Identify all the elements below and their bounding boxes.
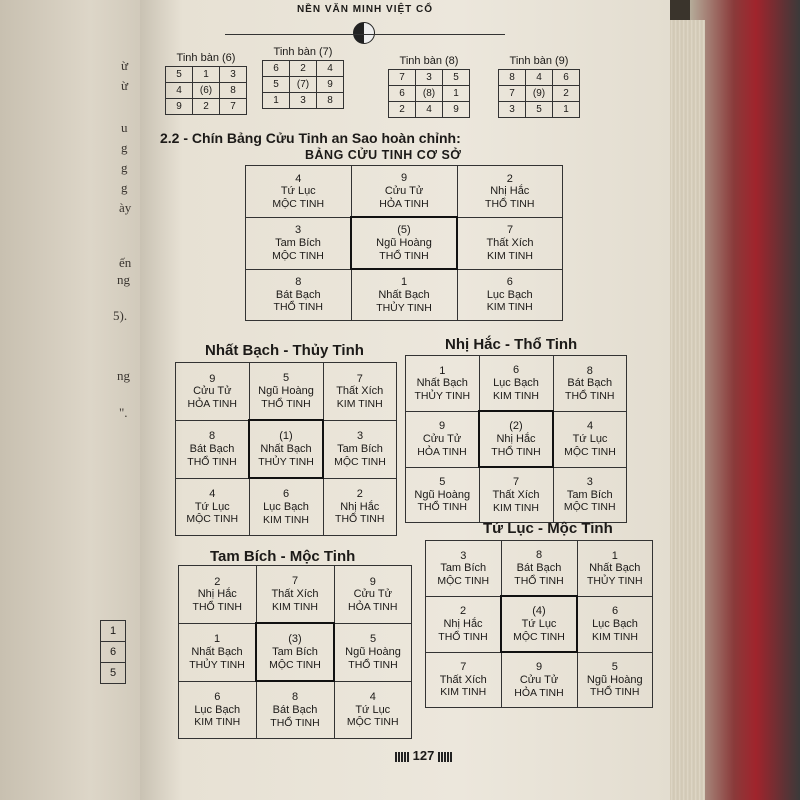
cell-elem: MỘC TINH: [563, 501, 616, 514]
cell-name: Nhất Bạch: [416, 377, 468, 390]
left-page: [0, 0, 140, 800]
cell-elem: THỔ TINH: [273, 301, 323, 314]
cell-num: 6: [506, 276, 513, 289]
mini-table-caption: Tinh bàn (9): [509, 55, 569, 67]
cell-elem: MỘC TINH: [346, 716, 399, 729]
mini-cell: 3: [290, 93, 317, 109]
cell-elem: THỦY TINH: [258, 455, 314, 468]
left-page-fragment: ến: [119, 255, 132, 270]
cell-num: 3: [460, 549, 467, 562]
cell-num: 4: [209, 488, 216, 501]
cell-num: 1: [611, 549, 618, 562]
cell-elem: THỔ TINH: [417, 501, 467, 514]
cell-elem: THỔ TINH: [485, 197, 535, 210]
mini-cell: 7: [499, 86, 526, 102]
mini-cell: 4: [416, 102, 443, 118]
cell-elem: KIM TINH: [592, 630, 638, 643]
cell-num: 5: [439, 476, 446, 489]
running-head: [225, 4, 505, 38]
page-number-text: 127: [412, 748, 435, 763]
cell-num: 7: [460, 661, 467, 674]
mini-cell: 6: [389, 86, 416, 102]
mini-cell: 9: [166, 99, 193, 115]
cell-name: Thất Xích: [492, 488, 540, 501]
grid-cell: [179, 623, 257, 681]
grid-cell: [249, 478, 323, 536]
cell-elem: MỘC TINH: [513, 630, 565, 643]
cell-num: 2: [459, 605, 467, 618]
cell-num: 9: [438, 420, 446, 433]
mini-cell: 8: [499, 70, 526, 86]
cell-elem: MỘC TINH: [564, 445, 616, 458]
cell-num: 7: [512, 476, 520, 489]
mini-cell: 2: [553, 86, 580, 102]
left-page-fragment: ày: [119, 200, 132, 215]
cell-elem: THỔ TINH: [438, 630, 488, 643]
grid-cell: [553, 356, 627, 412]
grid-cell: [406, 356, 480, 412]
cell-num: 1: [213, 633, 221, 646]
base-star-grid: [245, 165, 563, 321]
cell-elem: MỘC TINH: [269, 658, 321, 671]
left-page-table: [100, 620, 126, 684]
grid-cell: [246, 217, 352, 269]
star-grid-nhat-bach: [175, 362, 397, 536]
cell-name: Thất Xích: [486, 236, 534, 249]
cell-num: 8: [291, 691, 299, 704]
star-grid-tam-bich: [178, 565, 412, 739]
cell-elem: MỘC TINH: [272, 249, 324, 262]
cell-elem: THỦY TINH: [376, 301, 432, 314]
grid-cell: [334, 623, 412, 681]
cell-num: 2: [506, 172, 513, 185]
cell-num: (2): [509, 420, 523, 433]
cell-elem: KIM TINH: [194, 716, 241, 729]
cell-name: Cửu Tử: [519, 673, 559, 686]
cell-elem: THỔ TINH: [514, 574, 564, 587]
mini-cell: (9): [526, 86, 553, 102]
left-table-cell: 5: [101, 663, 126, 684]
cell-num: 9: [535, 661, 543, 674]
cell-name: Tứ Lục: [355, 703, 391, 716]
cell-elem: HỎA TINH: [417, 445, 467, 458]
mini-cell: (6): [193, 83, 220, 99]
grid-cell: [577, 652, 653, 708]
cell-elem: KIM TINH: [440, 686, 487, 699]
cell-elem: KIM TINH: [493, 501, 539, 514]
cell-elem: THỔ TINH: [270, 716, 320, 729]
mini-table-caption: Tinh bàn (7): [273, 46, 333, 58]
mini-cell: 4: [317, 61, 344, 77]
mini-cell: 7: [220, 99, 247, 115]
yin-yang-icon: [353, 22, 375, 44]
star-grid-tu-luc: [425, 540, 653, 708]
cell-elem: KIM TINH: [336, 397, 383, 410]
cell-num: 5: [282, 372, 290, 385]
cell-name: Nhất Bạch: [378, 288, 430, 301]
cell-name: Ngũ Hoàng: [376, 236, 432, 249]
grid-title: Tứ Lục - Mộc Tinh: [483, 520, 613, 537]
cell-name: Bát Bạch: [275, 288, 321, 301]
left-page-fragment: ng: [117, 368, 130, 383]
mini-cell: 5: [526, 102, 553, 118]
mini-cell: 4: [166, 83, 193, 99]
cell-elem: THỦY TINH: [189, 658, 245, 671]
mini-cell: 4: [526, 70, 553, 86]
cell-name: Nhất Bạch: [589, 562, 641, 575]
cell-elem: THỦY TINH: [414, 389, 471, 402]
mini-cell: 2: [389, 102, 416, 118]
mini-table-caption: Tinh bàn (6): [176, 52, 236, 64]
grid-cell: [179, 681, 257, 739]
grid-cell: [246, 166, 352, 218]
grid-cell: [501, 596, 577, 652]
mini-cell: 6: [263, 61, 290, 77]
mini-cell: 9: [317, 77, 344, 93]
grid-cell: [426, 541, 502, 597]
grid-cell: [334, 681, 412, 739]
cell-num: (4): [532, 605, 546, 618]
grid-cell: [501, 652, 577, 708]
grid-cell: [179, 566, 257, 624]
cell-elem: HỎA TINH: [514, 686, 564, 699]
grid-cell: [176, 478, 250, 536]
mini-cell: (7): [290, 77, 317, 93]
cell-name: Ngũ Hoàng: [258, 384, 314, 397]
cell-elem: THỦY TINH: [586, 574, 643, 587]
star-grid-nhi-hac: [405, 355, 627, 523]
cell-num: 4: [295, 172, 302, 185]
ornament-icon: [395, 752, 409, 762]
cell-num: 3: [356, 430, 364, 443]
cell-elem: MỘC TINH: [272, 197, 325, 210]
mini-table-6: [165, 52, 247, 115]
cell-name: Thất Xích: [439, 673, 487, 686]
grid-cell: [256, 566, 334, 624]
grid-cell: [351, 166, 457, 218]
cell-elem: THỔ TINH: [491, 445, 541, 458]
left-page-fragment: u: [121, 120, 128, 135]
cell-num: 4: [369, 691, 376, 704]
cell-elem: THỔ TINH: [379, 249, 429, 262]
mini-table-grid: [262, 60, 344, 109]
grid-cell: [256, 623, 334, 681]
mini-table-caption: Tinh bàn (8): [399, 55, 459, 67]
cell-num: 7: [291, 575, 299, 588]
cell-name: Nhị Hắc: [197, 588, 237, 601]
cell-elem: KIM TINH: [263, 513, 309, 526]
mini-cell: 1: [193, 67, 220, 83]
cell-name: Nhị Hắc: [443, 617, 483, 630]
grid-cell: [176, 420, 250, 478]
cell-name: Nhất Bạch: [191, 645, 243, 658]
cell-name: Lục Bạch: [592, 617, 638, 630]
cell-num: 9: [369, 575, 376, 588]
cell-elem: THỔ TINH: [565, 389, 615, 402]
cell-num: 8: [535, 549, 543, 562]
cell-num: 4: [586, 420, 594, 433]
cell-elem: THỔ TINH: [590, 686, 640, 699]
cell-elem: THỔ TINH: [335, 513, 385, 526]
mini-cell: (8): [416, 86, 443, 102]
left-table-cell: 1: [101, 621, 126, 642]
cell-name: Tứ Lục: [280, 185, 316, 198]
cell-num: 6: [282, 488, 290, 501]
mini-cell: 3: [499, 102, 526, 118]
mini-cell: 7: [389, 70, 416, 86]
cell-name: Cửu Tử: [422, 432, 462, 445]
grid-cell: [351, 269, 457, 321]
mini-table-grid: [165, 66, 247, 115]
cell-num: 6: [512, 364, 520, 377]
mini-cell: 1: [553, 102, 580, 118]
cell-elem: HỎA TINH: [348, 600, 398, 613]
mini-table-8: [388, 55, 470, 118]
left-page-fragment: g: [121, 160, 128, 175]
left-page-fragment: ừ: [121, 78, 129, 93]
cell-elem: THỔ TINH: [261, 397, 311, 410]
cell-num: 5: [611, 661, 618, 674]
cell-name: Cửu Tử: [193, 385, 232, 398]
cell-name: Tam Bích: [566, 488, 613, 501]
cell-name: Cửu Tử: [384, 184, 424, 197]
grid-cell: [406, 411, 480, 467]
cell-name: Tam Bích: [440, 562, 487, 575]
grid-cell: [479, 411, 553, 467]
running-title: NỀN VĂN MINH VIỆT CỔ: [296, 4, 434, 15]
cell-name: Tam Bích: [275, 236, 321, 249]
cell-name: Ngũ Hoàng: [586, 673, 643, 686]
page-number: [395, 748, 452, 763]
grid-cell: [553, 411, 627, 467]
mini-cell: 6: [553, 70, 580, 86]
header-rule: [225, 34, 505, 35]
cell-name: Tứ Lục: [572, 432, 608, 445]
cell-elem: THỔ TINH: [348, 658, 398, 671]
cell-name: Ngũ Hoàng: [414, 488, 471, 501]
cell-name: Bát Bạch: [516, 561, 562, 574]
grid-cell: [553, 467, 627, 523]
cell-elem: MỘC TINH: [437, 574, 490, 587]
mini-cell: 1: [263, 93, 290, 109]
mini-cell: 9: [443, 102, 470, 118]
mini-cell: 8: [317, 93, 344, 109]
cell-num: (5): [397, 224, 411, 237]
cell-num: 8: [208, 430, 216, 443]
mini-cell: 1: [443, 86, 470, 102]
mini-cell: 2: [290, 61, 317, 77]
grid-title: Nhị Hắc - Thổ Tinh: [445, 336, 578, 353]
left-page-fragment: ".: [119, 405, 128, 420]
cell-name: Lục Bạch: [263, 500, 309, 513]
cell-num: 2: [356, 488, 363, 501]
grid-cell: [457, 269, 563, 321]
mini-table-grid: [498, 69, 580, 118]
grid-cell: [501, 541, 577, 597]
left-page-fragment: g: [121, 140, 128, 155]
grid-title: Tam Bích - Mộc Tinh: [210, 548, 356, 565]
cell-num: 1: [400, 276, 408, 289]
mini-table-9: [498, 55, 580, 118]
cell-name: Nhị Hắc: [490, 185, 530, 198]
grid-cell: [246, 269, 352, 321]
grid-cell: [426, 596, 502, 652]
cell-name: Nhị Hắc: [496, 432, 536, 445]
cell-name: Thất Xích: [271, 587, 319, 600]
left-page-fragment: ng: [117, 272, 130, 287]
cell-name: Tam Bích: [272, 645, 318, 658]
cell-num: (3): [288, 633, 302, 646]
cell-num: 5: [369, 633, 377, 646]
mini-cell: 5: [263, 77, 290, 93]
cell-elem: THỔ TINH: [187, 455, 237, 468]
grid-cell: [249, 363, 323, 421]
cell-num: 9: [209, 372, 216, 385]
grid-cell: [479, 356, 553, 412]
grid-cell: [323, 420, 397, 478]
cell-name: Nhị Hắc: [340, 500, 380, 513]
base-table-title: BẢNG CỬU TINH CƠ SỞ: [305, 148, 462, 162]
cell-num: 2: [214, 575, 221, 588]
grid-cell: [351, 217, 457, 269]
cell-elem: THỔ TINH: [192, 600, 242, 613]
cell-name: Tam Bích: [337, 442, 383, 455]
grid-title: Nhất Bạch - Thủy Tinh: [205, 342, 364, 359]
cell-name: Lục Bạch: [486, 288, 533, 301]
left-page-fragment: g: [121, 180, 128, 195]
grid-cell: [426, 652, 502, 708]
grid-cell: [577, 596, 653, 652]
cell-name: Bát Bạch: [567, 377, 613, 390]
cell-num: 3: [586, 476, 593, 489]
grid-cell: [249, 420, 323, 478]
cell-elem: MỘC TINH: [334, 455, 386, 468]
left-table-cell: 6: [101, 642, 126, 663]
cell-num: 7: [506, 224, 514, 237]
cell-name: Lục Bạch: [493, 376, 539, 389]
left-page-fragment: ừ: [121, 58, 129, 73]
cell-name: Bát Bạch: [272, 703, 318, 716]
section-heading: 2.2 - Chín Bảng Cửu Tinh an Sao hoàn chỉnh:: [160, 130, 461, 146]
grid-cell: [256, 681, 334, 739]
cell-num: 7: [356, 372, 363, 385]
cell-elem: HỎA TINH: [187, 397, 237, 410]
cell-num: 8: [295, 276, 302, 289]
cell-elem: MỘC TINH: [186, 513, 239, 526]
cell-name: Tứ Lục: [521, 617, 557, 630]
cell-num: 1: [439, 364, 446, 377]
left-page-fragment: 5).: [113, 308, 128, 323]
cell-name: Nhất Bạch: [260, 442, 312, 455]
cell-num: (1): [279, 430, 293, 443]
cell-elem: KIM TINH: [487, 249, 533, 262]
cell-name: Bát Bạch: [189, 442, 235, 455]
cell-name: Thất Xích: [336, 385, 384, 398]
cell-name: Ngũ Hoàng: [345, 645, 401, 658]
mini-cell: 8: [220, 83, 247, 99]
cell-num: 6: [611, 605, 619, 618]
cell-num: 9: [400, 172, 408, 185]
cell-num: 3: [294, 224, 302, 237]
mini-cell: 3: [416, 70, 443, 86]
grid-cell: [323, 478, 397, 536]
cell-elem: KIM TINH: [493, 389, 539, 402]
mini-table-grid: [388, 69, 470, 118]
cell-name: Lục Bạch: [194, 703, 241, 716]
mini-cell: 5: [443, 70, 470, 86]
mini-cell: 3: [220, 67, 247, 83]
grid-cell: [334, 566, 412, 624]
mini-cell: 2: [193, 99, 220, 115]
grid-cell: [457, 166, 563, 218]
cell-name: Cửu Tử: [353, 588, 392, 601]
cell-num: 6: [214, 691, 221, 704]
cell-elem: KIM TINH: [486, 301, 533, 314]
grid-cell: [479, 467, 553, 523]
cell-num: 8: [586, 364, 593, 377]
cell-name: Tứ Lục: [194, 500, 230, 513]
book-cover-edge: [690, 0, 800, 800]
mini-table-7: [262, 46, 344, 109]
grid-cell: [457, 217, 563, 269]
grid-cell: [406, 467, 480, 523]
mini-cell: 5: [166, 67, 193, 83]
grid-cell: [176, 363, 250, 421]
grid-cell: [323, 363, 397, 421]
cell-elem: HỎA TINH: [379, 197, 429, 210]
ornament-icon: [438, 752, 452, 762]
grid-cell: [577, 541, 653, 597]
cell-elem: KIM TINH: [272, 600, 318, 613]
